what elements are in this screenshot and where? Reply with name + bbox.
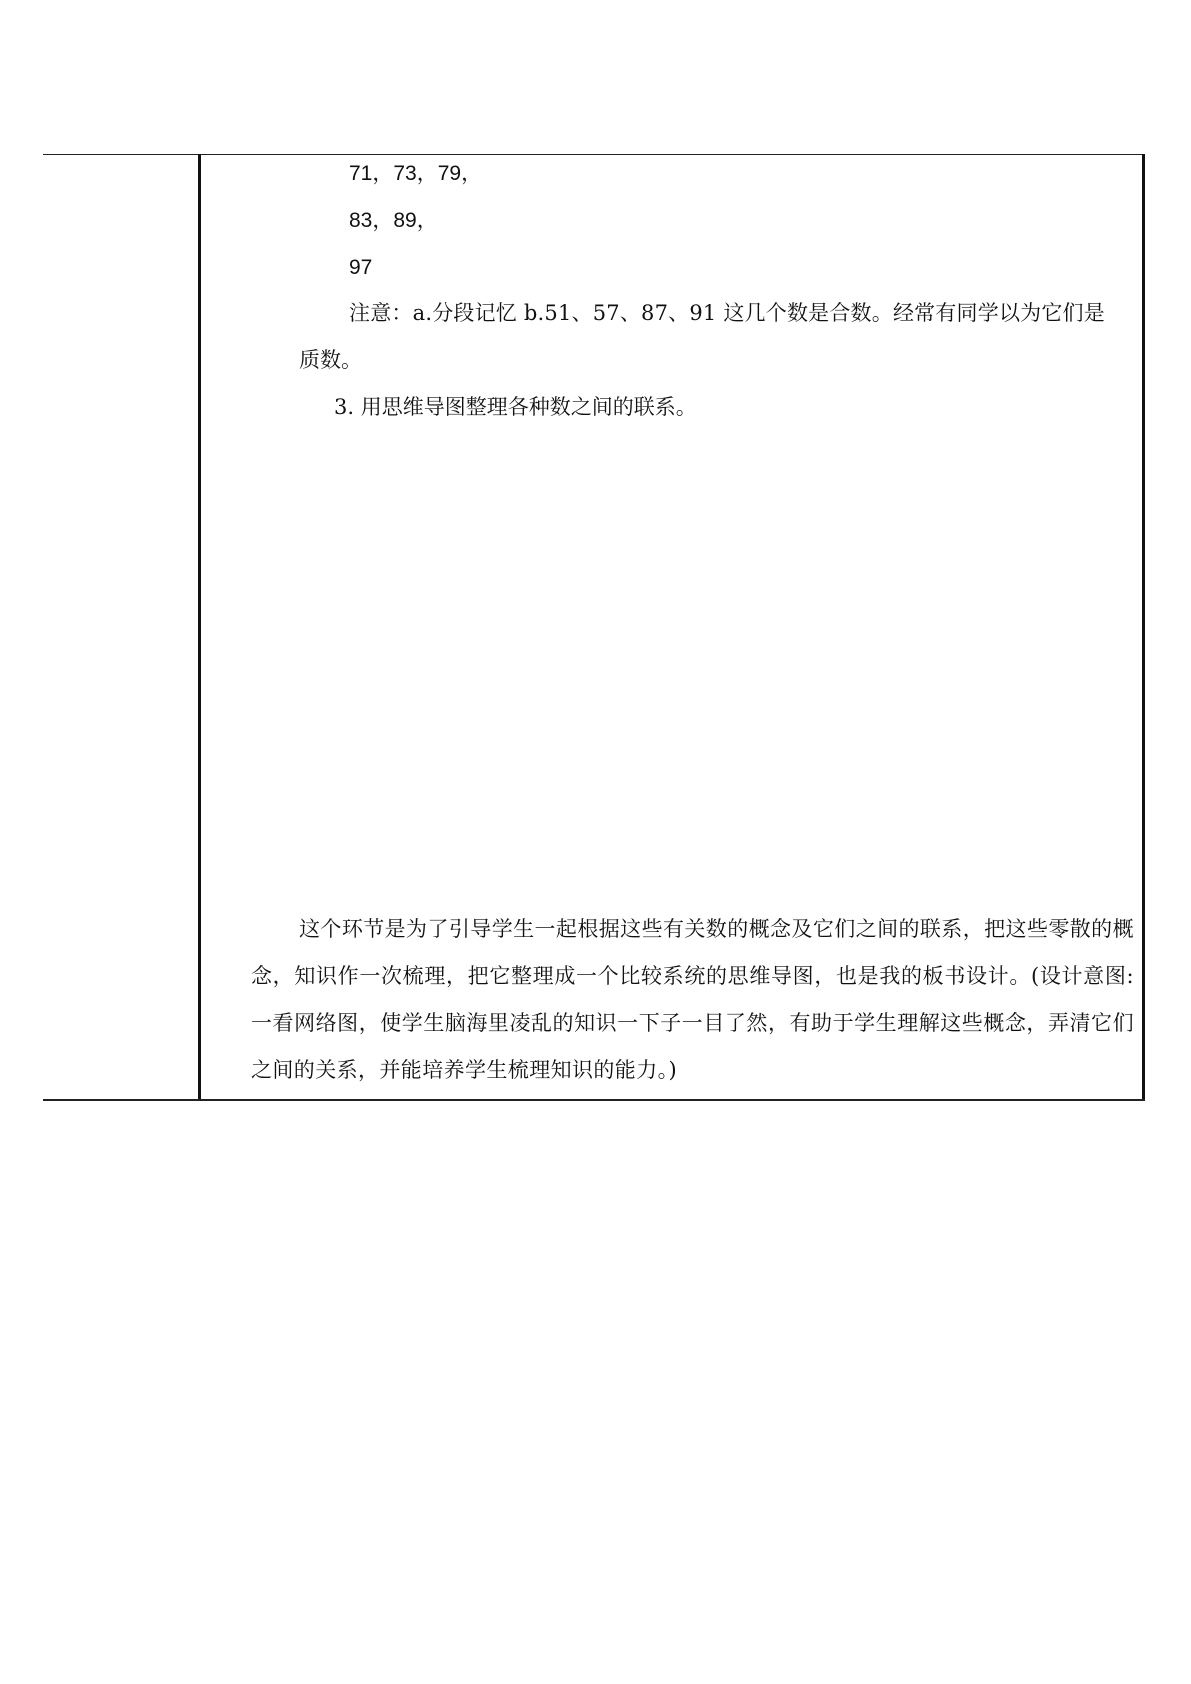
note-line-2: 质数。 (299, 348, 362, 372)
design-intent-paragraph: 这个环节是为了引导学生一起根据这些有关数的概念及它们之间的联系，把这些零散的概念，知识作一次梳理，把它整理成一个比较系统的思维导图，也是我的板书设计。(设计意图:一看网络图，使学生脑海里凌乱的知识一下子一目了然，有助于学生理解这些概念，弄清它们之间的关系，并能培养学生梳理知识的能力。) (251, 917, 1134, 1082)
table-right-border (1142, 154, 1145, 1101)
step-3-heading: 3. 用思维导图整理各种数之间的联系。 (334, 395, 697, 419)
note-line-1: 注意：a.分段记忆 b.51、57、87、91 这几个数是合数。经常有同学以为它们是 (349, 301, 1105, 325)
table-left-cell (43, 154, 198, 1101)
primes-row-1: 71，73，79， (349, 162, 483, 185)
column-divider (198, 154, 201, 1101)
lesson-table (43, 154, 1145, 1101)
primes-row-3: 97 (349, 256, 373, 279)
primes-row-2: 83，89， (349, 209, 438, 232)
table-content-cell (203, 154, 1139, 1099)
table-bottom-border (43, 1099, 1145, 1101)
